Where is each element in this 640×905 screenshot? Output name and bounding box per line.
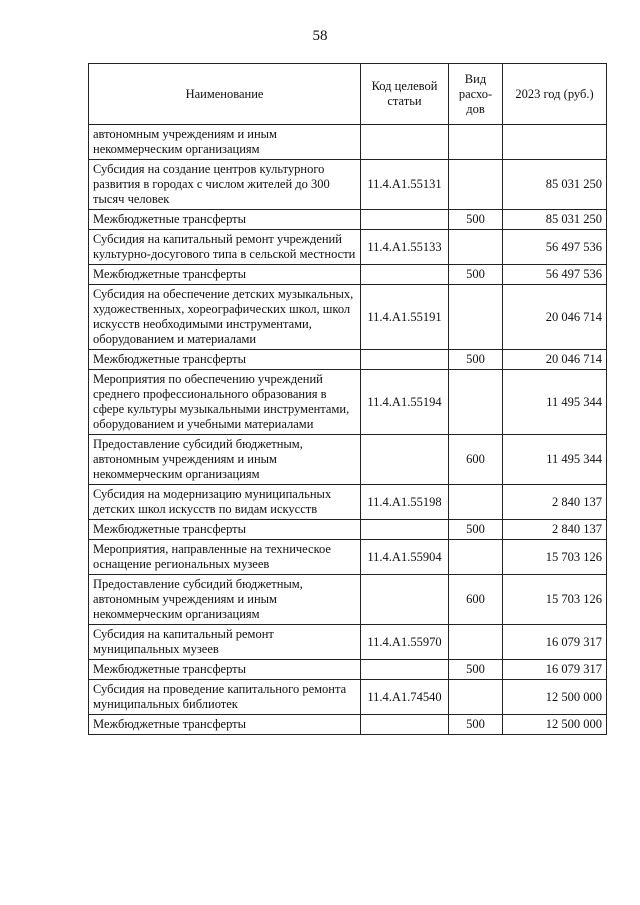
row-name: Субсидия на проведение капитального ремонта муниципальных библиотек — [89, 680, 361, 715]
row-code — [361, 660, 449, 680]
table-row — [89, 125, 607, 160]
row-code: 11.4.А1.55970 — [361, 625, 449, 660]
table-row — [89, 350, 607, 370]
row-amount: 85 031 250 — [503, 160, 607, 210]
table-row — [89, 660, 607, 680]
row-name: Межбюджетные трансферты — [89, 520, 361, 540]
row-expense-type — [449, 485, 503, 520]
row-code — [361, 265, 449, 285]
row-code — [361, 520, 449, 540]
row-name: Межбюджетные трансферты — [89, 660, 361, 680]
table-row — [89, 285, 607, 350]
table-row — [89, 575, 607, 625]
row-expense-type: 500 — [449, 265, 503, 285]
row-amount: 12 500 000 — [503, 680, 607, 715]
table-header-row — [89, 64, 607, 125]
page-number: 58 — [312, 28, 328, 44]
row-name: Предоставление субсидий бюджетным, автономным учреждениям и иным некоммерческим организациям — [89, 575, 361, 625]
row-expense-type — [449, 285, 503, 350]
table-row — [89, 485, 607, 520]
row-code: 11.4.А1.55133 — [361, 230, 449, 265]
row-name: Межбюджетные трансферты — [89, 715, 361, 735]
row-name: Межбюджетные трансферты — [89, 265, 361, 285]
row-name: автономным учреждениям и иным некоммерческим организациям — [89, 125, 361, 160]
row-name: Предоставление субсидий бюджетным, автономным учреждениям и иным некоммерческим организациям — [89, 435, 361, 485]
row-expense-type — [449, 160, 503, 210]
row-expense-type: 500 — [449, 715, 503, 735]
row-name: Субсидия на капитальный ремонт учреждений культурно-досугового типа в сельской местности — [89, 230, 361, 265]
row-code: 11.4.А1.55194 — [361, 370, 449, 435]
row-amount: 20 046 714 — [503, 350, 607, 370]
row-name: Субсидия на модернизацию муниципальных детских школ искусств по видам искусств — [89, 485, 361, 520]
row-code: 11.4.А1.55131 — [361, 160, 449, 210]
header-year-amount: 2023 год (руб.) — [503, 64, 607, 125]
row-code — [361, 715, 449, 735]
row-name: Субсидия на капитальный ремонт муниципальных музеев — [89, 625, 361, 660]
header-expense-type: Вид расхо-дов — [449, 64, 503, 125]
header-code: Код целевой статьи — [361, 64, 449, 125]
table-row — [89, 370, 607, 435]
row-amount: 15 703 126 — [503, 540, 607, 575]
budget-table — [88, 63, 607, 735]
row-expense-type — [449, 370, 503, 435]
row-amount: 15 703 126 — [503, 575, 607, 625]
row-code: 11.4.А1.55191 — [361, 285, 449, 350]
row-expense-type: 500 — [449, 660, 503, 680]
row-expense-type: 500 — [449, 520, 503, 540]
table-row — [89, 160, 607, 210]
row-amount: 12 500 000 — [503, 715, 607, 735]
row-code — [361, 125, 449, 160]
table-row — [89, 520, 607, 540]
row-name: Субсидия на обеспечение детских музыкальных, художественных, хореографических школ, школ искусств необходимыми инструментами, оборудованием и материалами — [89, 285, 361, 350]
row-amount: 85 031 250 — [503, 210, 607, 230]
header-name: Наименование — [89, 64, 361, 125]
row-amount: 2 840 137 — [503, 485, 607, 520]
row-expense-type: 600 — [449, 575, 503, 625]
row-amount: 16 079 317 — [503, 660, 607, 680]
table-row — [89, 230, 607, 265]
row-expense-type — [449, 625, 503, 660]
table-row — [89, 625, 607, 660]
row-expense-type — [449, 230, 503, 265]
row-name: Мероприятия, направленные на техническое оснащение региональных музеев — [89, 540, 361, 575]
row-expense-type — [449, 680, 503, 715]
row-name: Субсидия на создание центров культурного развития в городах с числом жителей до 300 тысяч человек — [89, 160, 361, 210]
row-amount: 2 840 137 — [503, 520, 607, 540]
table-row — [89, 210, 607, 230]
row-amount: 20 046 714 — [503, 285, 607, 350]
row-expense-type: 500 — [449, 350, 503, 370]
row-code — [361, 350, 449, 370]
table-row — [89, 540, 607, 575]
row-code: 11.4.А1.74540 — [361, 680, 449, 715]
row-expense-type — [449, 125, 503, 160]
table-row — [89, 265, 607, 285]
row-amount: 16 079 317 — [503, 625, 607, 660]
row-code: 11.4.А1.55904 — [361, 540, 449, 575]
row-amount: 11 495 344 — [503, 435, 607, 485]
row-expense-type — [449, 540, 503, 575]
row-name: Мероприятия по обеспечению учреждений среднего профессионального образования в сфере культуры музыкальными инструментами, оборудованием и учебными материалами — [89, 370, 361, 435]
row-amount: 11 495 344 — [503, 370, 607, 435]
row-expense-type: 500 — [449, 210, 503, 230]
row-amount: 56 497 536 — [503, 265, 607, 285]
row-code — [361, 210, 449, 230]
row-name: Межбюджетные трансферты — [89, 210, 361, 230]
row-name: Межбюджетные трансферты — [89, 350, 361, 370]
table-row — [89, 680, 607, 715]
row-amount: 56 497 536 — [503, 230, 607, 265]
table-row — [89, 435, 607, 485]
row-code: 11.4.А1.55198 — [361, 485, 449, 520]
table-row — [89, 715, 607, 735]
row-code — [361, 435, 449, 485]
row-amount — [503, 125, 607, 160]
row-code — [361, 575, 449, 625]
row-expense-type: 600 — [449, 435, 503, 485]
